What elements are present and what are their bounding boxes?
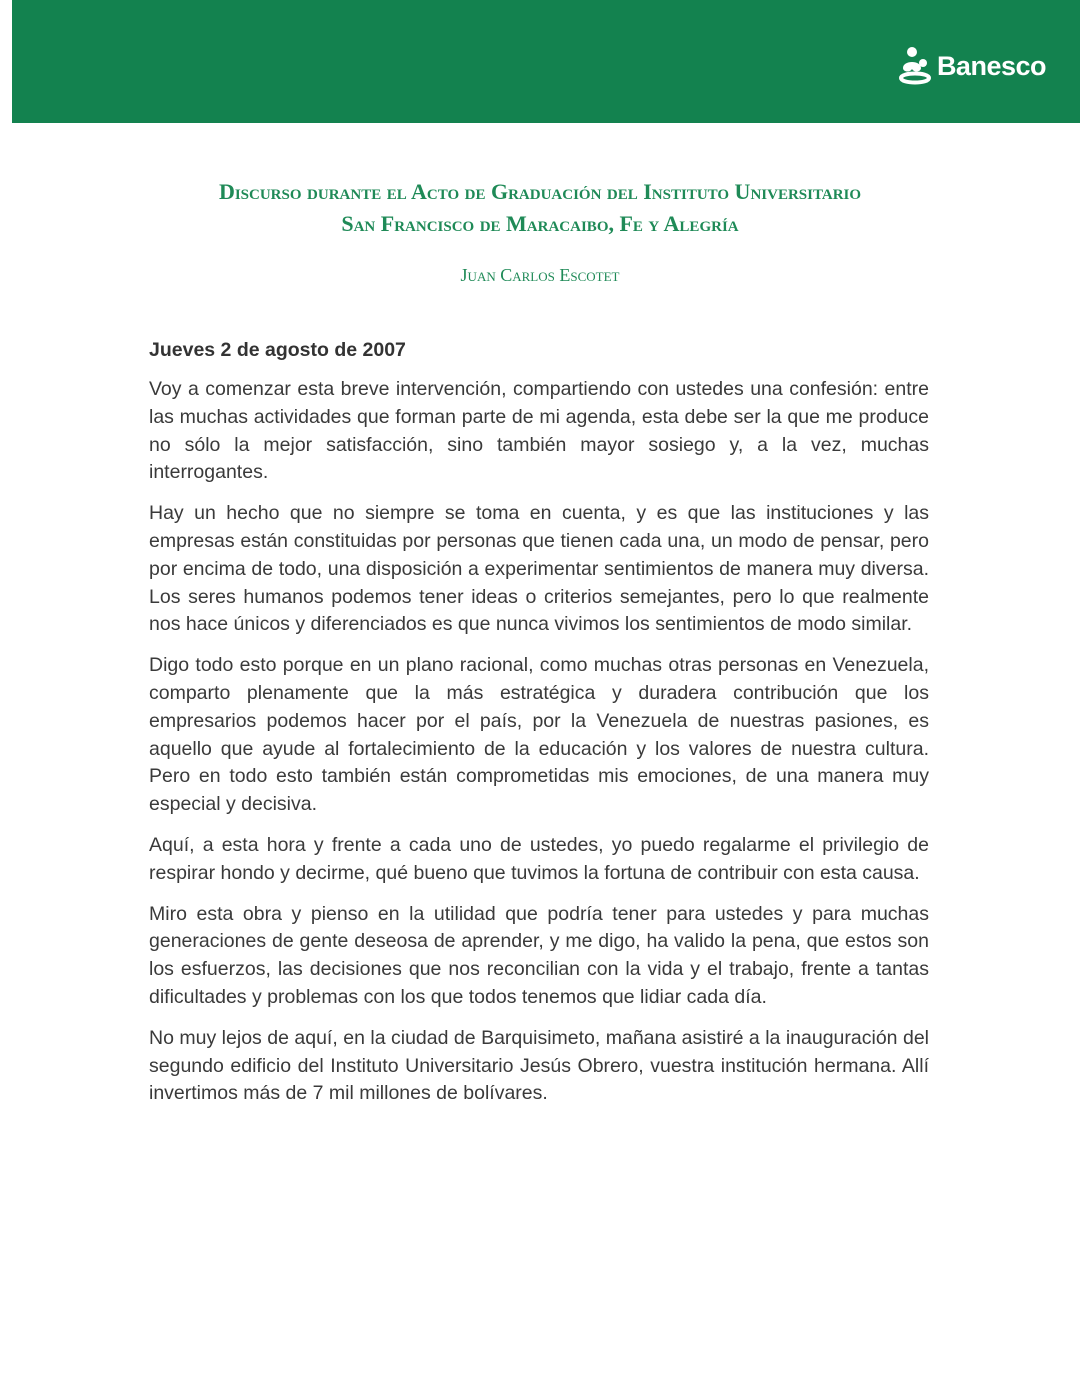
author-name: Juan Carlos Escotet — [460, 265, 620, 285]
document-title-line-2: San Francisco de Maracaibo, Fe y Alegría — [341, 211, 739, 236]
paragraph-2: Hay un hecho que no siempre se toma en cuenta, y es que las instituciones y las empresas están constituidas por personas que tienen cada una, un modo de pensar, pero por encima de todo, una disposición a experimentar sentimientos de manera muy diversa. Los seres humanos podemos tener ideas o criterios semejantes, pero lo que realmente nos hace únicos y diferenciados es que nunca vivimos los sentimientos de modo similar. — [149, 502, 929, 636]
logo-text: Banesco — [936, 50, 1046, 81]
paragraph-1: Voy a comenzar esta breve intervención, compartiendo con ustedes una confesión: entre las muchas actividades que forman parte de mi agenda, esta debe ser la que me produce no sólo la mejor satisfacción, sino también mayor sosiego y, a la vez, muchas interrogantes. — [149, 378, 929, 484]
paragraph-3: Digo todo esto porque en un plano racional, como muchas otras personas en Venezuela, comparto plenamente que la más estratégica y duradera contribución que los empresarios podemos hacer por el país, por la Venezuela de nuestras pasiones, es aquello que ayude al fortalecimiento de la educación y los valores de nuestra cultura. Pero en todo esto también están comprometidas mis emociones, de una manera muy especial y decisiva. — [149, 654, 929, 816]
title-block — [0, 176, 1080, 286]
paragraph-5: Miro esta obra y pienso en la utilidad que podría tener para ustedes y para muchas generaciones de gente deseosa de aprender, y me digo, ha valido la pena, que estos son los esfuerzos, las decisiones que nos reconcilian con la vida y el trabajo, frente a tantas dificultades y problemas con los que todos tenemos que lidiar cada día. — [149, 902, 929, 1008]
banesco-figure-icon — [899, 46, 933, 86]
document-body — [149, 336, 929, 1121]
paragraph-6: No muy lejos de aquí, en la ciudad de Barquisimeto, mañana asistiré a la inauguración del segundo edificio del Instituto Universitario Jesús Obrero, vuestra institución hermana. Allí invertimos más de 7 mil millones de bolívares. — [149, 1026, 929, 1105]
paragraph-4: Aquí, a esta hora y frente a cada uno de ustedes, yo puedo regalarme el privilegio de respirar hondo y decirme, qué bueno que tuvimos la fortuna de contribuir con esta causa. — [149, 833, 929, 884]
banesco-logo — [899, 46, 1046, 86]
header-band — [12, 0, 1080, 123]
speech-date: Jueves 2 de agosto de 2007 — [149, 339, 406, 361]
document-title-line-1: Discurso durante el Acto de Graduación del Instituto Universitario — [218, 179, 862, 204]
